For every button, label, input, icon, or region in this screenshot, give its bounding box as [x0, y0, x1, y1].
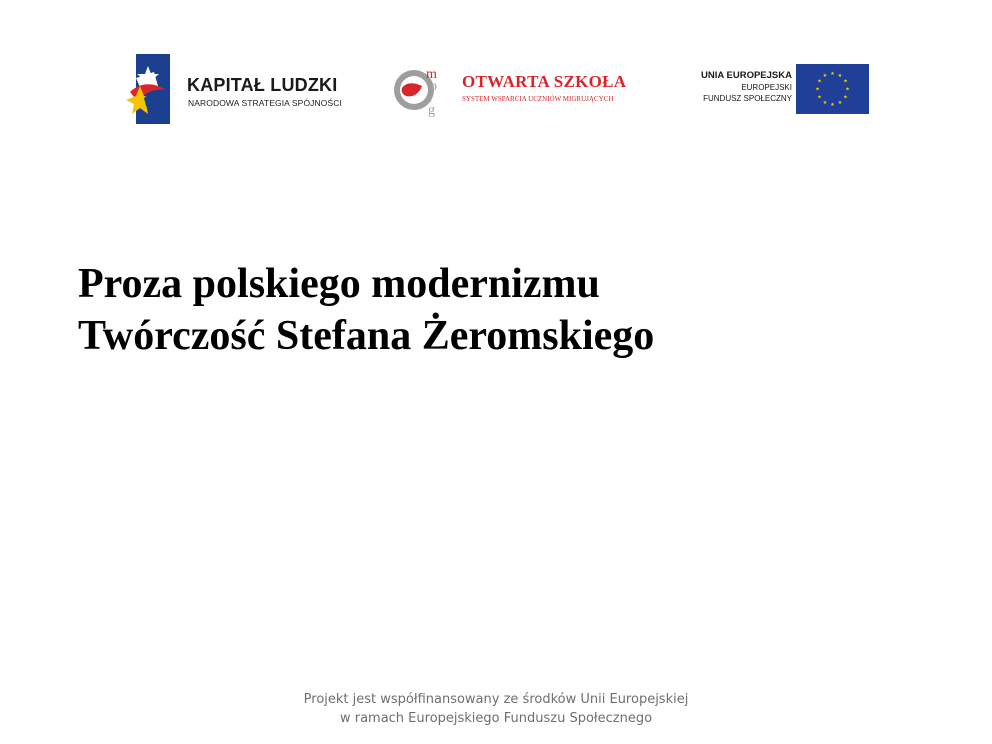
- footer-line-1: Projekt jest współfinansowany ze środków Unii Europejskiej: [303, 692, 689, 707]
- otwarta-szkola-title: OTWARTA SZKOŁA: [462, 72, 627, 91]
- title-line-1: Proza polskiego modernizmu: [78, 261, 600, 307]
- svg-text:e: e: [426, 91, 433, 106]
- svg-text:★: ★: [845, 86, 850, 93]
- logo-bar: [124, 50, 884, 130]
- svg-text:★: ★: [830, 102, 835, 108]
- svg-text:★: ★: [837, 73, 843, 79]
- title-line-2: Twórczość Stefana Żeromskiego: [78, 313, 655, 359]
- kapital-ludzki-logo: [124, 50, 364, 130]
- eu-line-1: UNIA EUROPEJSKA: [701, 70, 792, 81]
- svg-text:★: ★: [822, 73, 828, 79]
- svg-text:p: p: [430, 79, 437, 94]
- footer-line-2: w ramach Europejskiego Funduszu Społecznego: [339, 711, 653, 726]
- eu-line-2: EUROPEJSKI: [741, 83, 792, 92]
- otwarta-szkola-logo: [392, 50, 632, 130]
- slide-title: [78, 258, 938, 362]
- eu-line-3: FUNDUSZ SPOŁECZNY: [703, 94, 792, 103]
- kapital-ludzki-title: KAPITAŁ LUDZKI: [187, 75, 338, 95]
- unia-europejska-logo: [678, 50, 878, 130]
- svg-text:★: ★: [817, 94, 822, 101]
- svg-text:m: m: [426, 67, 437, 82]
- svg-text:★: ★: [843, 78, 848, 85]
- otwarta-szkola-mark-icon: [392, 58, 456, 118]
- eu-text-block: [701, 70, 792, 104]
- svg-text:★: ★: [837, 100, 843, 106]
- kapital-ludzki-mark-icon: [124, 52, 172, 128]
- svg-text:g: g: [428, 103, 435, 118]
- svg-text:★: ★: [817, 78, 822, 85]
- svg-text:★: ★: [830, 71, 835, 77]
- kapital-ludzki-subtitle: NARODOWA STRATEGIA SPÓJNOŚCI: [188, 98, 342, 108]
- footer-note: [0, 690, 992, 728]
- svg-text:★: ★: [815, 86, 820, 93]
- eu-flag-icon: [796, 64, 869, 114]
- svg-text:★: ★: [843, 94, 848, 101]
- otwarta-szkola-subtitle: SYSTEM WSPARCIA UCZNIÓW MIGRUJĄCYCH: [462, 95, 614, 103]
- svg-text:★: ★: [822, 100, 828, 106]
